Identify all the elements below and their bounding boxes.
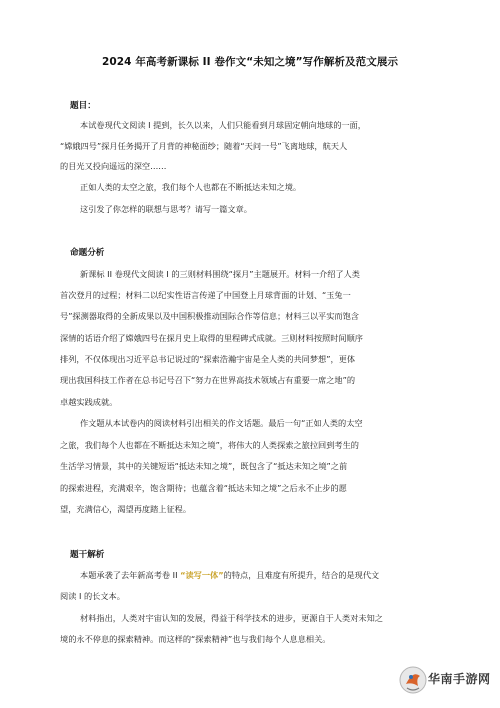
theme-line: 阅读 I 的长文本。 <box>60 591 125 601</box>
analysis-line: 现出我国科技工作者在总书记号召下“努力在世界高技术领域占有重要一席之地”的 <box>60 375 356 385</box>
document-title: 2024 年高考新课标 II 卷作文“未知之境”写作解析及范文展示 <box>101 56 399 68</box>
site-watermark <box>398 660 494 700</box>
analysis-line: 号”探测器取得的全新成果以及中国积极推动国际合作等信息；材料三以平实而饱含 <box>60 311 359 321</box>
analysis-line: 排列，不仅体现出习近平总书记说过的“探索浩瀚宇宙是全人类的共同梦想”，更体 <box>60 354 356 364</box>
section-heading-theme: 题干解析 <box>70 550 105 560</box>
prompt-line: 正如人类的太空之旅，我们每个人也都在不断抵达未知之境。 <box>80 182 302 192</box>
analysis-line: 望，充满信心，渴望再度踏上征程。 <box>60 504 192 514</box>
theme-line: 材料指出，人类对宇宙认知的发展，得益于科学技术的进步，更源自于人类对未知之 <box>80 613 383 623</box>
analysis-line: 生活学习情景，其中的关键短语“抵达未知之境”，既包含了“抵达未知之境”之前 <box>60 461 348 471</box>
section-heading-prompt: 题目： <box>70 101 96 111</box>
analysis-line: 首次登月的过程；材料二以纪实性语言传递了中国登上月球背面的计划、“玉兔一 <box>60 290 351 300</box>
prompt-line: “嫦娥四号”探月任务揭开了月背的神秘面纱；随着“天问一号”飞离地球，航天人 <box>60 141 348 151</box>
prompt-line: 本试卷现代文阅读 I 提到，长久以来，人们只能看到月球固定朝向地球的一面， <box>80 120 366 130</box>
analysis-line: 作文题从本试卷内的阅读材料引出相关的作文话题。最后一句“正如人类的太空 <box>80 418 363 428</box>
prompt-line: 的目光又投向遥远的深空…… <box>60 161 167 171</box>
watermark-text: 华南手游网 <box>428 672 491 686</box>
theme-line <box>80 570 379 581</box>
analysis-line: 之旅，我们每个人也都在不断抵达未知之境”，将伟大的人类探索之旅拉回到考生的 <box>60 440 359 450</box>
analysis-line: 新课标 II 卷现代文阅读 I 的三则材料围绕“探月”主题展开。材料一介绍了人类 <box>80 269 360 279</box>
watermark-logo-icon <box>398 662 428 698</box>
section-heading-analysis: 命题分析 <box>70 248 105 258</box>
analysis-line: 的探索进程，充满艰辛，饱含期待；也蕴含着“抵达未知之境”之后永不止步的愿 <box>60 483 347 493</box>
prompt-line: 这引发了你怎样的联想与思考？请写一篇文章。 <box>80 204 252 214</box>
theme-line-text: 的特点，且难度有所提升，结合的是现代文 <box>223 570 380 580</box>
theme-line-text: 本题承袭了去年新高考卷 II <box>80 570 181 580</box>
theme-line: 境的永不停息的探索精神。而这样的“探索精神”也与我们每个人息息相关。 <box>60 634 331 644</box>
highlight-text: “读写一体” <box>180 570 224 580</box>
analysis-line: 卓越实践成就。 <box>60 397 118 407</box>
analysis-line: 深情的话语介绍了嫦娥四号在探月史上取得的里程碑式成就。三则材料按照时间顺序 <box>60 333 363 343</box>
